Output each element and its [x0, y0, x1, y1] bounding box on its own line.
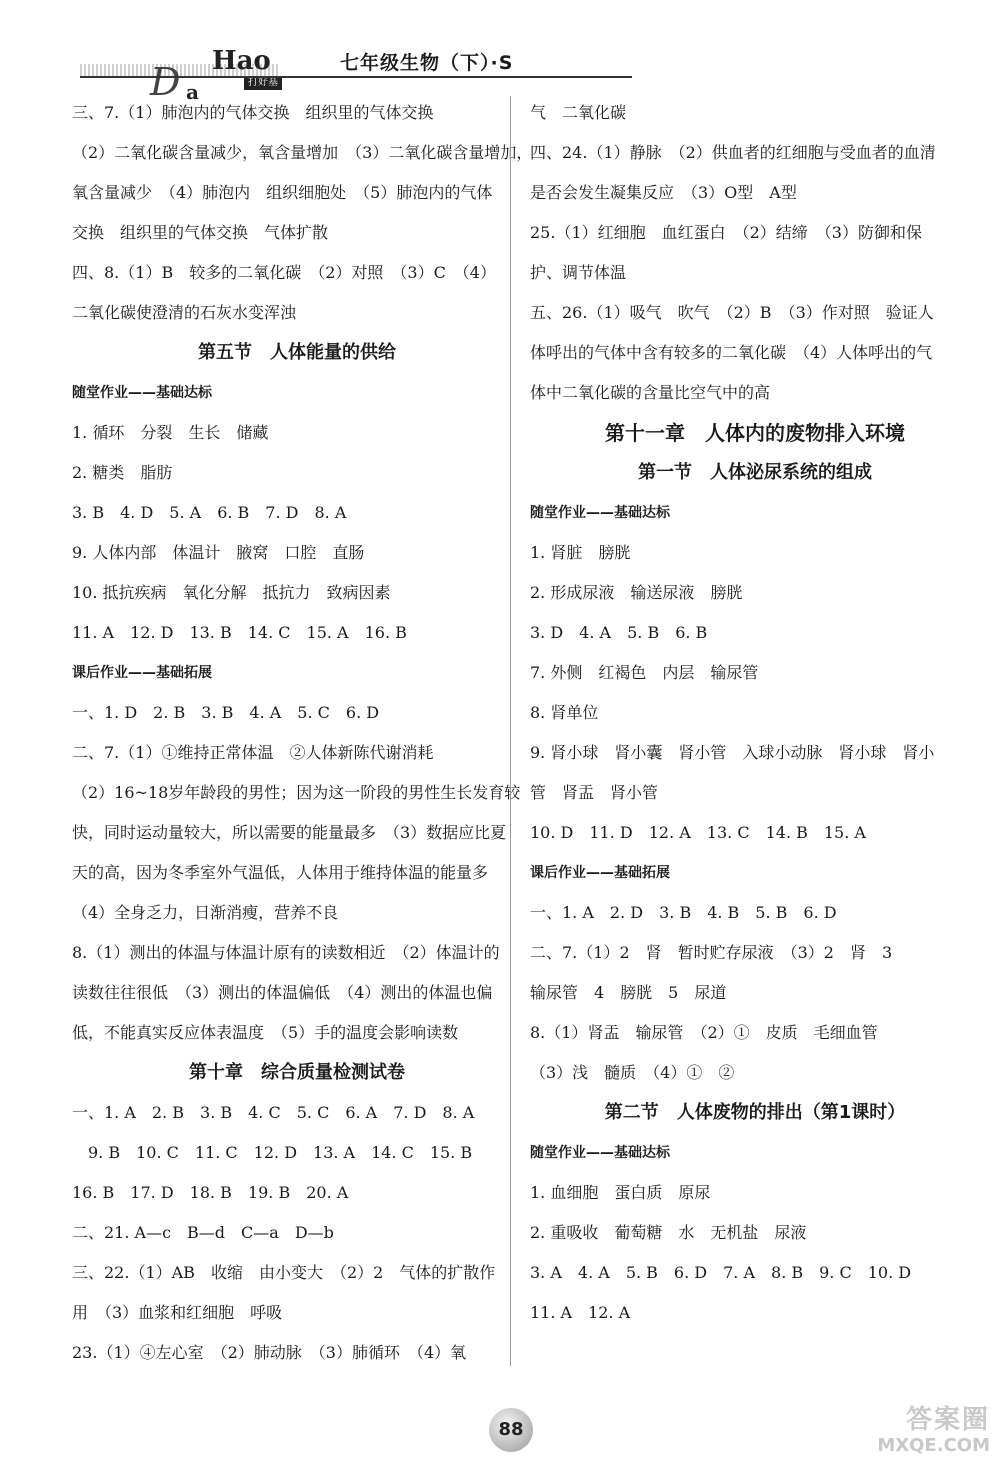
logo-hao: Hao	[212, 46, 271, 76]
logo-letter-a: a	[186, 80, 199, 104]
answer-line: 低，不能真实反应体表温度 （5）手的温度会影响读数	[72, 1023, 459, 1042]
answer-line: 是否会发生凝集反应 （3）O型 A型	[530, 183, 797, 202]
chapter-heading: 第十一章 人体内的废物排入环境	[605, 421, 905, 445]
answer-line: 2. 重吸收 葡萄糖 水 无机盐 尿液	[530, 1223, 807, 1242]
answer-line: （2）二氧化碳含量减少，氧含量增加 （3）二氧化碳含量增加，	[72, 143, 533, 162]
answer-line: 10. D 11. D 12. A 13. C 14. B 15. A	[530, 823, 866, 842]
answer-line: 一、1. A 2. B 3. B 4. C 5. C 6. A 7. D 8. A	[72, 1103, 475, 1122]
answer-line: （3）浅 髓质 （4）① ②	[530, 1063, 735, 1082]
answer-line: 1. 肾脏 膀胱	[530, 543, 631, 562]
answer-line: 输尿管 4 膀胱 5 尿道	[530, 983, 727, 1002]
logo-tagline: 打好基础	[244, 76, 282, 90]
watermark-url: MXQE.COM	[877, 1435, 990, 1456]
answer-line: 二、21. A—c B—d C—a D—b	[72, 1223, 334, 1242]
watermark	[830, 1405, 990, 1461]
answer-line: 一、1. D 2. B 3. B 4. A 5. C 6. D	[72, 703, 380, 722]
answer-line: 读数往往很低 （3）测出的体温偏低 （4）测出的体温也偏	[72, 983, 493, 1002]
subsection-label: 随堂作业——基础达标	[530, 505, 670, 521]
answer-line: 1. 循环 分裂 生长 储藏	[72, 423, 269, 442]
answer-line: 8. 肾单位	[530, 703, 599, 722]
watermark-logo: 答案圈	[905, 1405, 990, 1435]
subsection-label: 随堂作业——基础达标	[72, 385, 212, 401]
answer-line: 23.（1）④左心室 （2）肺动脉 （3）肺循环 （4）氧	[72, 1343, 467, 1362]
answer-line: 2. 糖类 脂肪	[72, 463, 173, 482]
answer-line: 8.（1）测出的体温与体温计原有的读数相近 （2）体温计的	[72, 943, 500, 962]
answer-line: 3. B 4. D 5. A 6. B 7. D 8. A	[72, 503, 347, 522]
answer-line: 3. D 4. A 5. B 6. B	[530, 623, 708, 642]
answer-line: 四、8.（1）B 较多的二氧化碳 （2）对照 （3）C （4）	[72, 263, 496, 282]
answer-line: 护、调节体温	[530, 263, 627, 282]
answer-line: 快，同时运动量较大，所以需要的能量最多 （3）数据应比夏	[72, 823, 507, 842]
answer-line: 一、1. A 2. D 3. B 4. B 5. B 6. D	[530, 903, 837, 922]
answer-line: 用 （3）血浆和红细胞 呼吸	[72, 1303, 283, 1322]
answer-line: 9. 人体内部 体温计 腋窝 口腔 直肠	[72, 543, 365, 562]
page-header	[0, 0, 1000, 104]
answer-line: 10. 抵抗疾病 氧化分解 抵抗力 致病因素	[72, 583, 391, 602]
section-heading: 第五节 人体能量的供给	[198, 342, 396, 363]
page-number-badge: 88	[489, 1408, 533, 1452]
answer-line: 气 二氧化碳	[530, 103, 627, 122]
header-rule	[80, 76, 632, 78]
answer-line: 天的高，因为冬季室外气温低，人体用于维持体温的能量多	[72, 863, 489, 882]
left-column	[72, 98, 533, 1378]
answer-line: 三、22.（1）AB 收缩 由小变大 （2）2 气体的扩散作	[72, 1263, 496, 1282]
answer-line: 体呼出的气体中含有较多的二氧化碳 （4）人体呼出的气	[530, 343, 933, 362]
answer-line: 1. 血细胞 蛋白质 原尿	[530, 1183, 711, 1202]
column-divider	[510, 96, 511, 1366]
answer-line: 五、26.（1）吸气 吹气 （2）B （3）作对照 验证人	[530, 303, 934, 322]
answer-line: 二、7.（1）①维持正常体温 ②人体新陈代谢消耗	[72, 743, 434, 762]
answer-line: 体中二氧化碳的含量比空气中的高	[530, 383, 771, 402]
answer-line: 9. B 10. C 11. C 12. D 13. A 14. C 15. B	[72, 1143, 473, 1162]
book-title: 七年级生物（下）·S	[340, 52, 514, 74]
answer-line: 3. A 4. A 5. B 6. D 7. A 8. B 9. C 10. D	[530, 1263, 912, 1282]
answer-line: 16. B 17. D 18. B 19. B 20. A	[72, 1183, 349, 1202]
answer-line: 8.（1）肾盂 输尿管 （2）① 皮质 毛细血管	[530, 1023, 878, 1042]
subsection-label: 课后作业——基础拓展	[72, 665, 212, 681]
subsection-label: 课后作业——基础拓展	[530, 865, 670, 881]
section-heading: 第二节 人体废物的排出（第1课时）	[604, 1102, 906, 1123]
answer-line: 9. 肾小球 肾小囊 肾小管 入球小动脉 肾小球 肾小	[530, 743, 935, 762]
answer-line: （4）全身乏力，日渐消瘦，营养不良	[72, 903, 339, 922]
answer-line: 管 肾盂 肾小管	[530, 783, 659, 802]
answer-line: 氧含量减少 （4）肺泡内 组织细胞处 （5）肺泡内的气体	[72, 183, 493, 202]
answer-line: 11. A 12. D 13. B 14. C 15. A 16. B	[72, 623, 407, 642]
subsection-label: 随堂作业——基础达标	[530, 1145, 670, 1161]
answer-line: 11. A 12. A	[530, 1303, 631, 1322]
answer-line: 7. 外侧 红褐色 内层 输尿管	[530, 663, 759, 682]
answer-line: 二氧化碳使澄清的石灰水变浑浊	[72, 303, 297, 322]
answer-line: 2. 形成尿液 输送尿液 膀胱	[530, 583, 743, 602]
answer-line: 交换 组织里的气体交换 气体扩散	[72, 223, 329, 242]
answer-line: 三、7.（1）肺泡内的气体交换 组织里的气体交换	[72, 103, 434, 122]
answer-line: 四、24.（1）静脉 （2）供血者的红细胞与受血者的血清	[530, 143, 936, 162]
right-column	[530, 98, 980, 1338]
answer-line: 25.（1）红细胞 血红蛋白 （2）结缔 （3）防御和保	[530, 223, 922, 242]
section-heading: 第一节 人体泌尿系统的组成	[638, 462, 872, 483]
logo-letter-d: D	[150, 60, 181, 104]
answer-line: 二、7.（1）2 肾 暂时贮存尿液 （3）2 肾 3	[530, 943, 893, 962]
answer-line: （2）16~18岁年龄段的男性；因为这一阶段的男性生长发育较	[72, 783, 521, 802]
section-heading: 第十章 综合质量检测试卷	[189, 1062, 405, 1083]
